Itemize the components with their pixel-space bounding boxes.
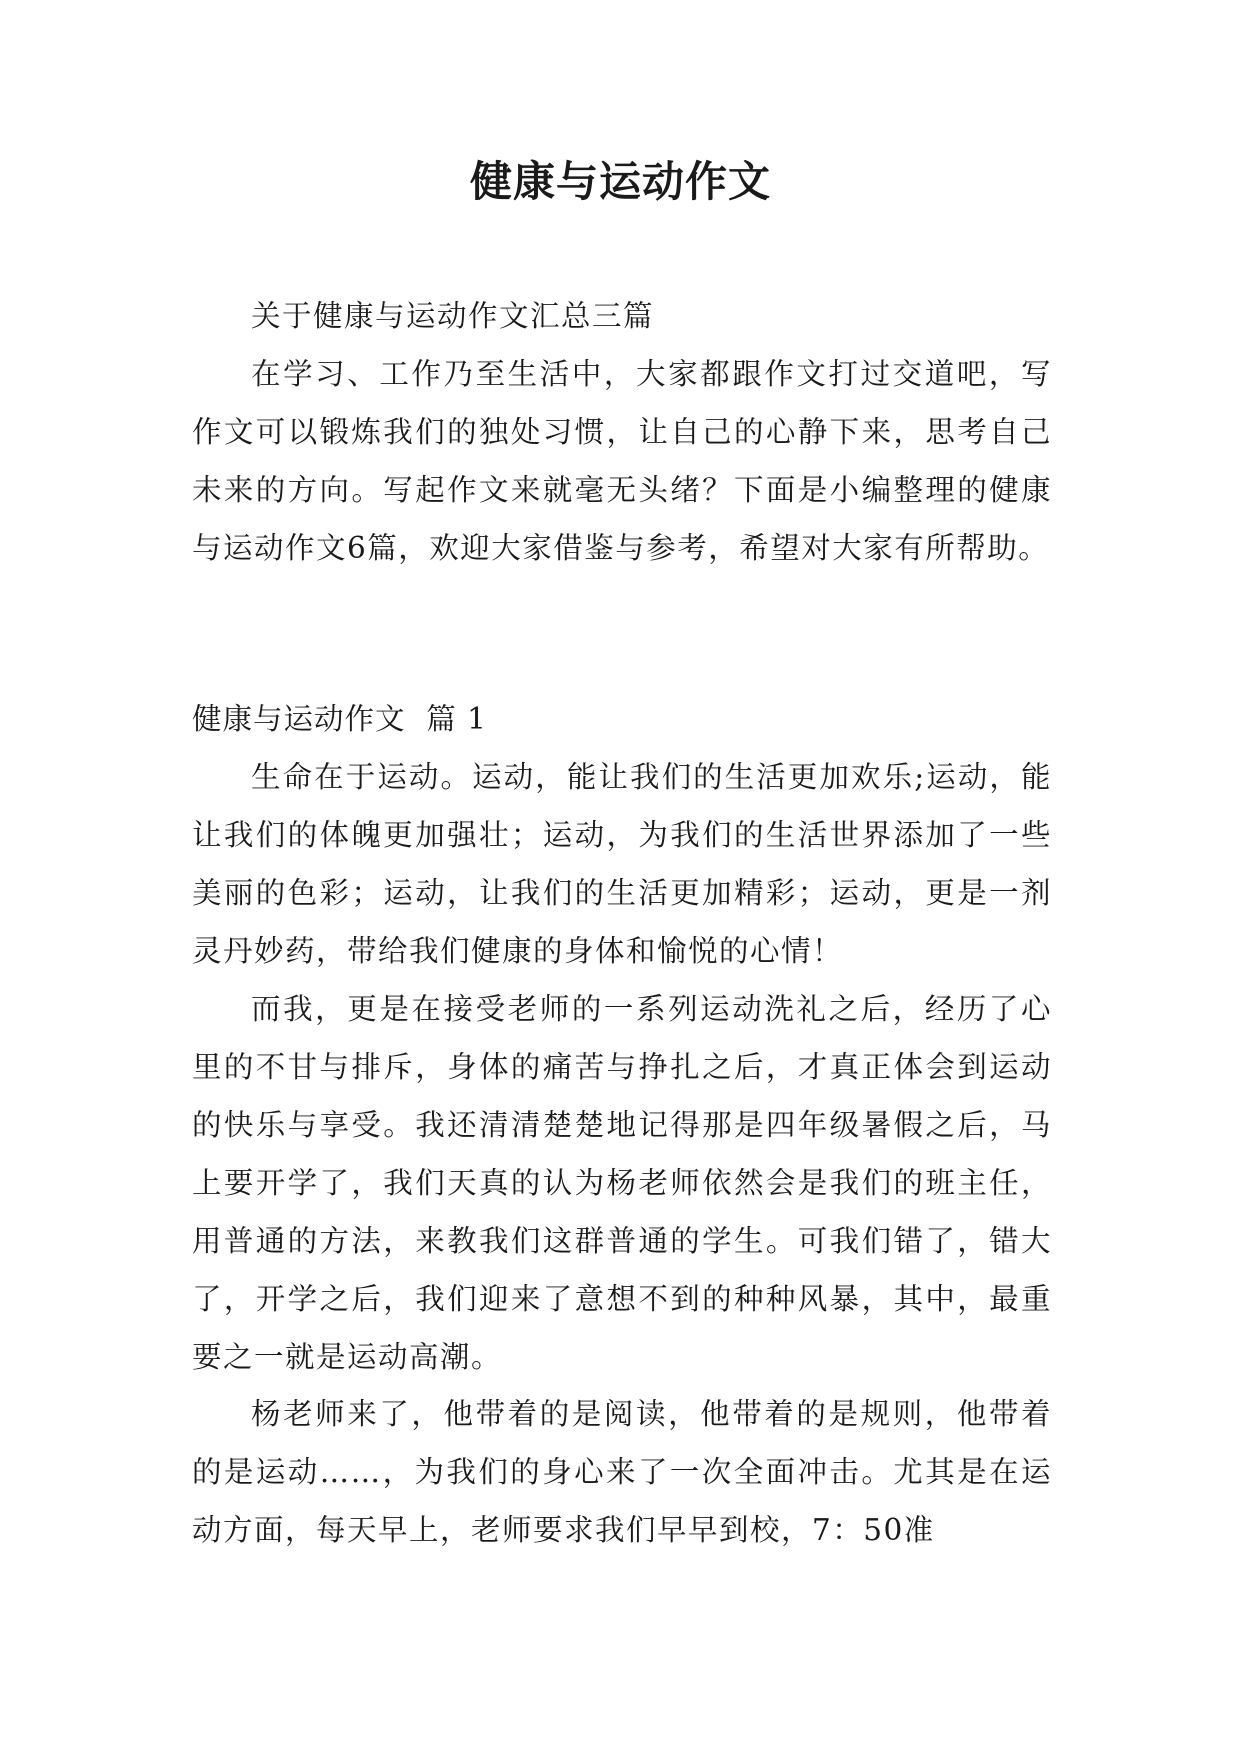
document-subtitle: 关于健康与运动作文汇总三篇 — [251, 299, 655, 333]
body-paragraph: 而我，更是在接受老师的一系列运动洗礼之后，经历了心里的不甘与排斥，身体的痛苦与挣扎之后，才真正体会到运动的快乐与享受。我还清清楚楚地记得那是四年级暑假之后，马上要开学了，我们天真的认为杨老师依然会是我们的班主任，用普通的方法，来教我们这群普通的学生。可我们错了，错大了，开学之后，我们迎来了意想不到的种种风暴，其中，最重要之一就是运动高潮。 — [192, 992, 1052, 1374]
section-heading: 健康与运动作文 篇 1 — [192, 702, 487, 736]
body-paragraph: 杨老师来了，他带着的是阅读，他带着的是规则，他带着的是运动……，为我们的身心来了一次全面冲击。尤其是在运动方面，每天早上，老师要求我们早早到校，7：50准 — [192, 1397, 1052, 1547]
intro-paragraph: 在学习、工作乃至生活中，大家都跟作文打过交道吧，写作文可以锻炼我们的独处习惯，让自己的心静下来，思考自己未来的方向。写起作文来就毫无头绪？下面是小编整理的健康与运动作文6篇，欢迎大家借鉴与参考，希望对大家有所帮助。 — [192, 357, 1052, 565]
document-title: 健康与运动作文 — [469, 157, 771, 206]
body-paragraph: 生命在于运动。运动，能让我们的生活更加欢乐;运动，能让我们的体魄更加强壮；运动，为我们的生活世界添加了一些美丽的色彩；运动，让我们的生活更加精彩；运动，更是一剂灵丹妙药，带给我们健康的身体和愉悦的心情！ — [192, 760, 1052, 968]
